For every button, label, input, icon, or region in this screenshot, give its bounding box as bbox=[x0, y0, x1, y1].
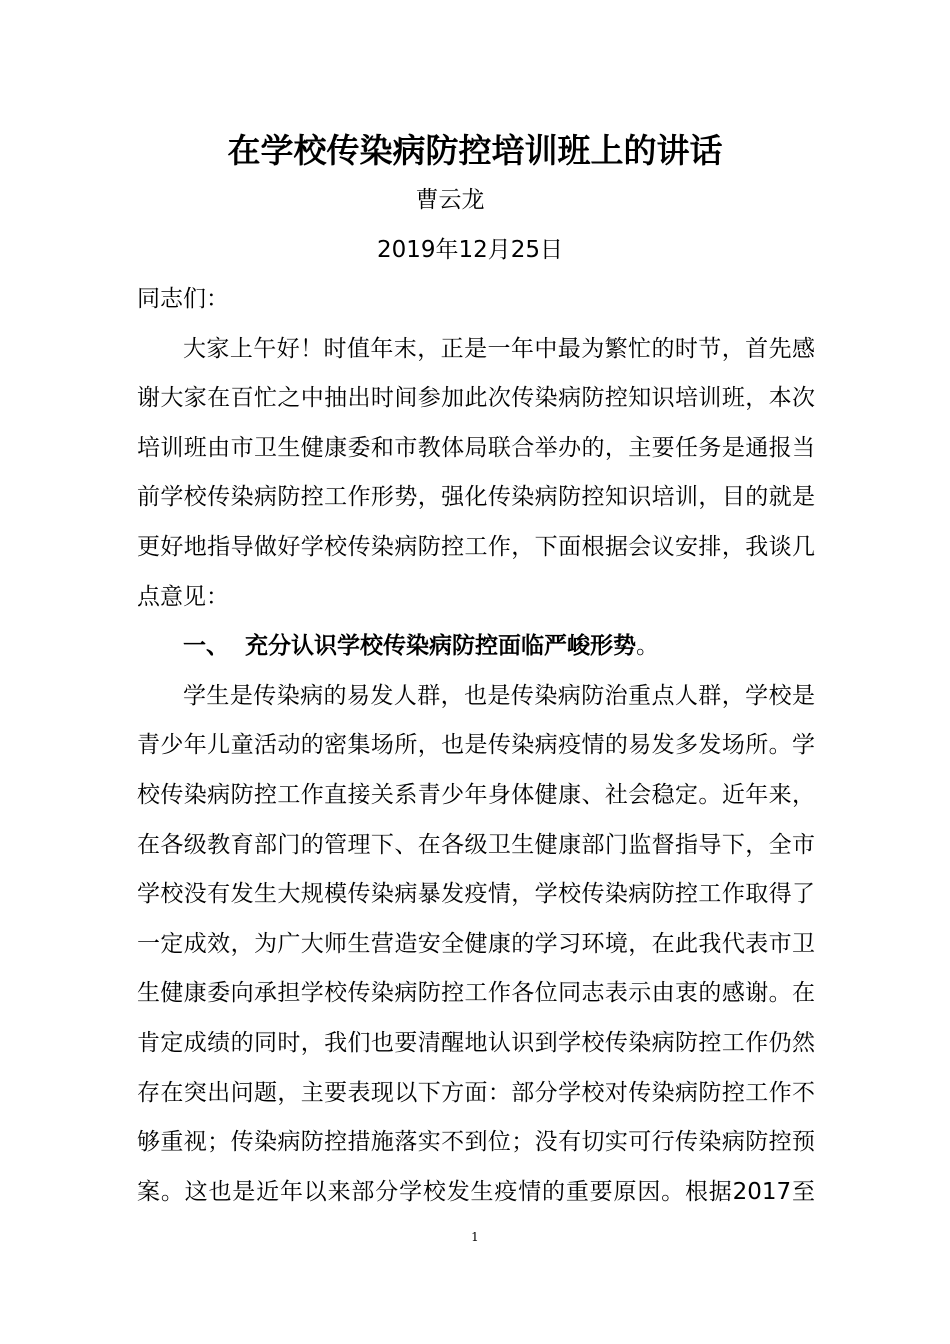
text-line: 前学校传染病防控工作形势，强化传染病防控知识培训，目的就是 bbox=[137, 484, 815, 511]
text-line: 青少年儿童活动的密集场所，也是传染病疫情的易发多发场所。学 bbox=[137, 732, 815, 759]
date: 2019年12月25日 bbox=[376, 237, 564, 263]
text-line: 谢大家在百忙之中抽出时间参加此次传染病防控知识培训班，本次 bbox=[137, 385, 815, 412]
text-line: 一定成效，为广大师生营造安全健康的学习环境，在此我代表市卫 bbox=[137, 930, 815, 957]
document-title: 在学校传染病防控培训班上的讲话 bbox=[227, 131, 723, 170]
text-line: 生健康委向承担学校传染病防控工作各位同志表示由衷的感谢。在 bbox=[137, 980, 815, 1007]
text-line: 更好地指导做好学校传染病防控工作，下面根据会议安排，我谈几 bbox=[137, 533, 815, 560]
text-line: 案。这也是近年以来部分学校发生疫情的重要原因。根据2017至 bbox=[137, 1178, 815, 1205]
text-line: 在各级教育部门的管理下、在各级卫生健康部门监督指导下，全市 bbox=[137, 831, 815, 858]
text-line: 大家上午好！时值年末，正是一年中最为繁忙的时节，首先感 bbox=[183, 335, 815, 362]
salutation: 同志们： bbox=[137, 286, 229, 312]
paragraph-2 bbox=[137, 672, 815, 1218]
heading-number: 一、 bbox=[183, 633, 229, 660]
section-heading-1 bbox=[137, 622, 815, 672]
author: 曹云龙 bbox=[415, 187, 485, 213]
text-line: 校传染病防控工作直接关系青少年身体健康、社会稳定。近年来， bbox=[137, 781, 815, 808]
paragraph-1 bbox=[137, 325, 815, 623]
heading-end: 。 bbox=[636, 633, 660, 660]
text-line: 够重视；传染病防控措施落实不到位；没有切实可行传染病防控预 bbox=[137, 1129, 815, 1156]
text-line: 培训班由市卫生健康委和市教体局联合举办的，主要任务是通报当 bbox=[137, 434, 815, 461]
text-line: 学校没有发生大规模传染病暴发疫情，学校传染病防控工作取得了 bbox=[137, 881, 815, 908]
text-line: 学生是传染病的易发人群，也是传染病防治重点人群，学校是 bbox=[183, 682, 815, 709]
text-line: 存在突出问题，主要表现以下方面：部分学校对传染病防控工作不 bbox=[137, 1079, 815, 1106]
page-number: 1 bbox=[471, 1230, 479, 1244]
text-line: 肯定成绩的同时，我们也要清醒地认识到学校传染病防控工作仍然 bbox=[137, 1029, 815, 1056]
document-body bbox=[137, 275, 815, 1217]
heading-text: 充分认识学校传染病防控面临严峻形势 bbox=[245, 633, 637, 660]
text-line: 点意见： bbox=[137, 583, 229, 610]
